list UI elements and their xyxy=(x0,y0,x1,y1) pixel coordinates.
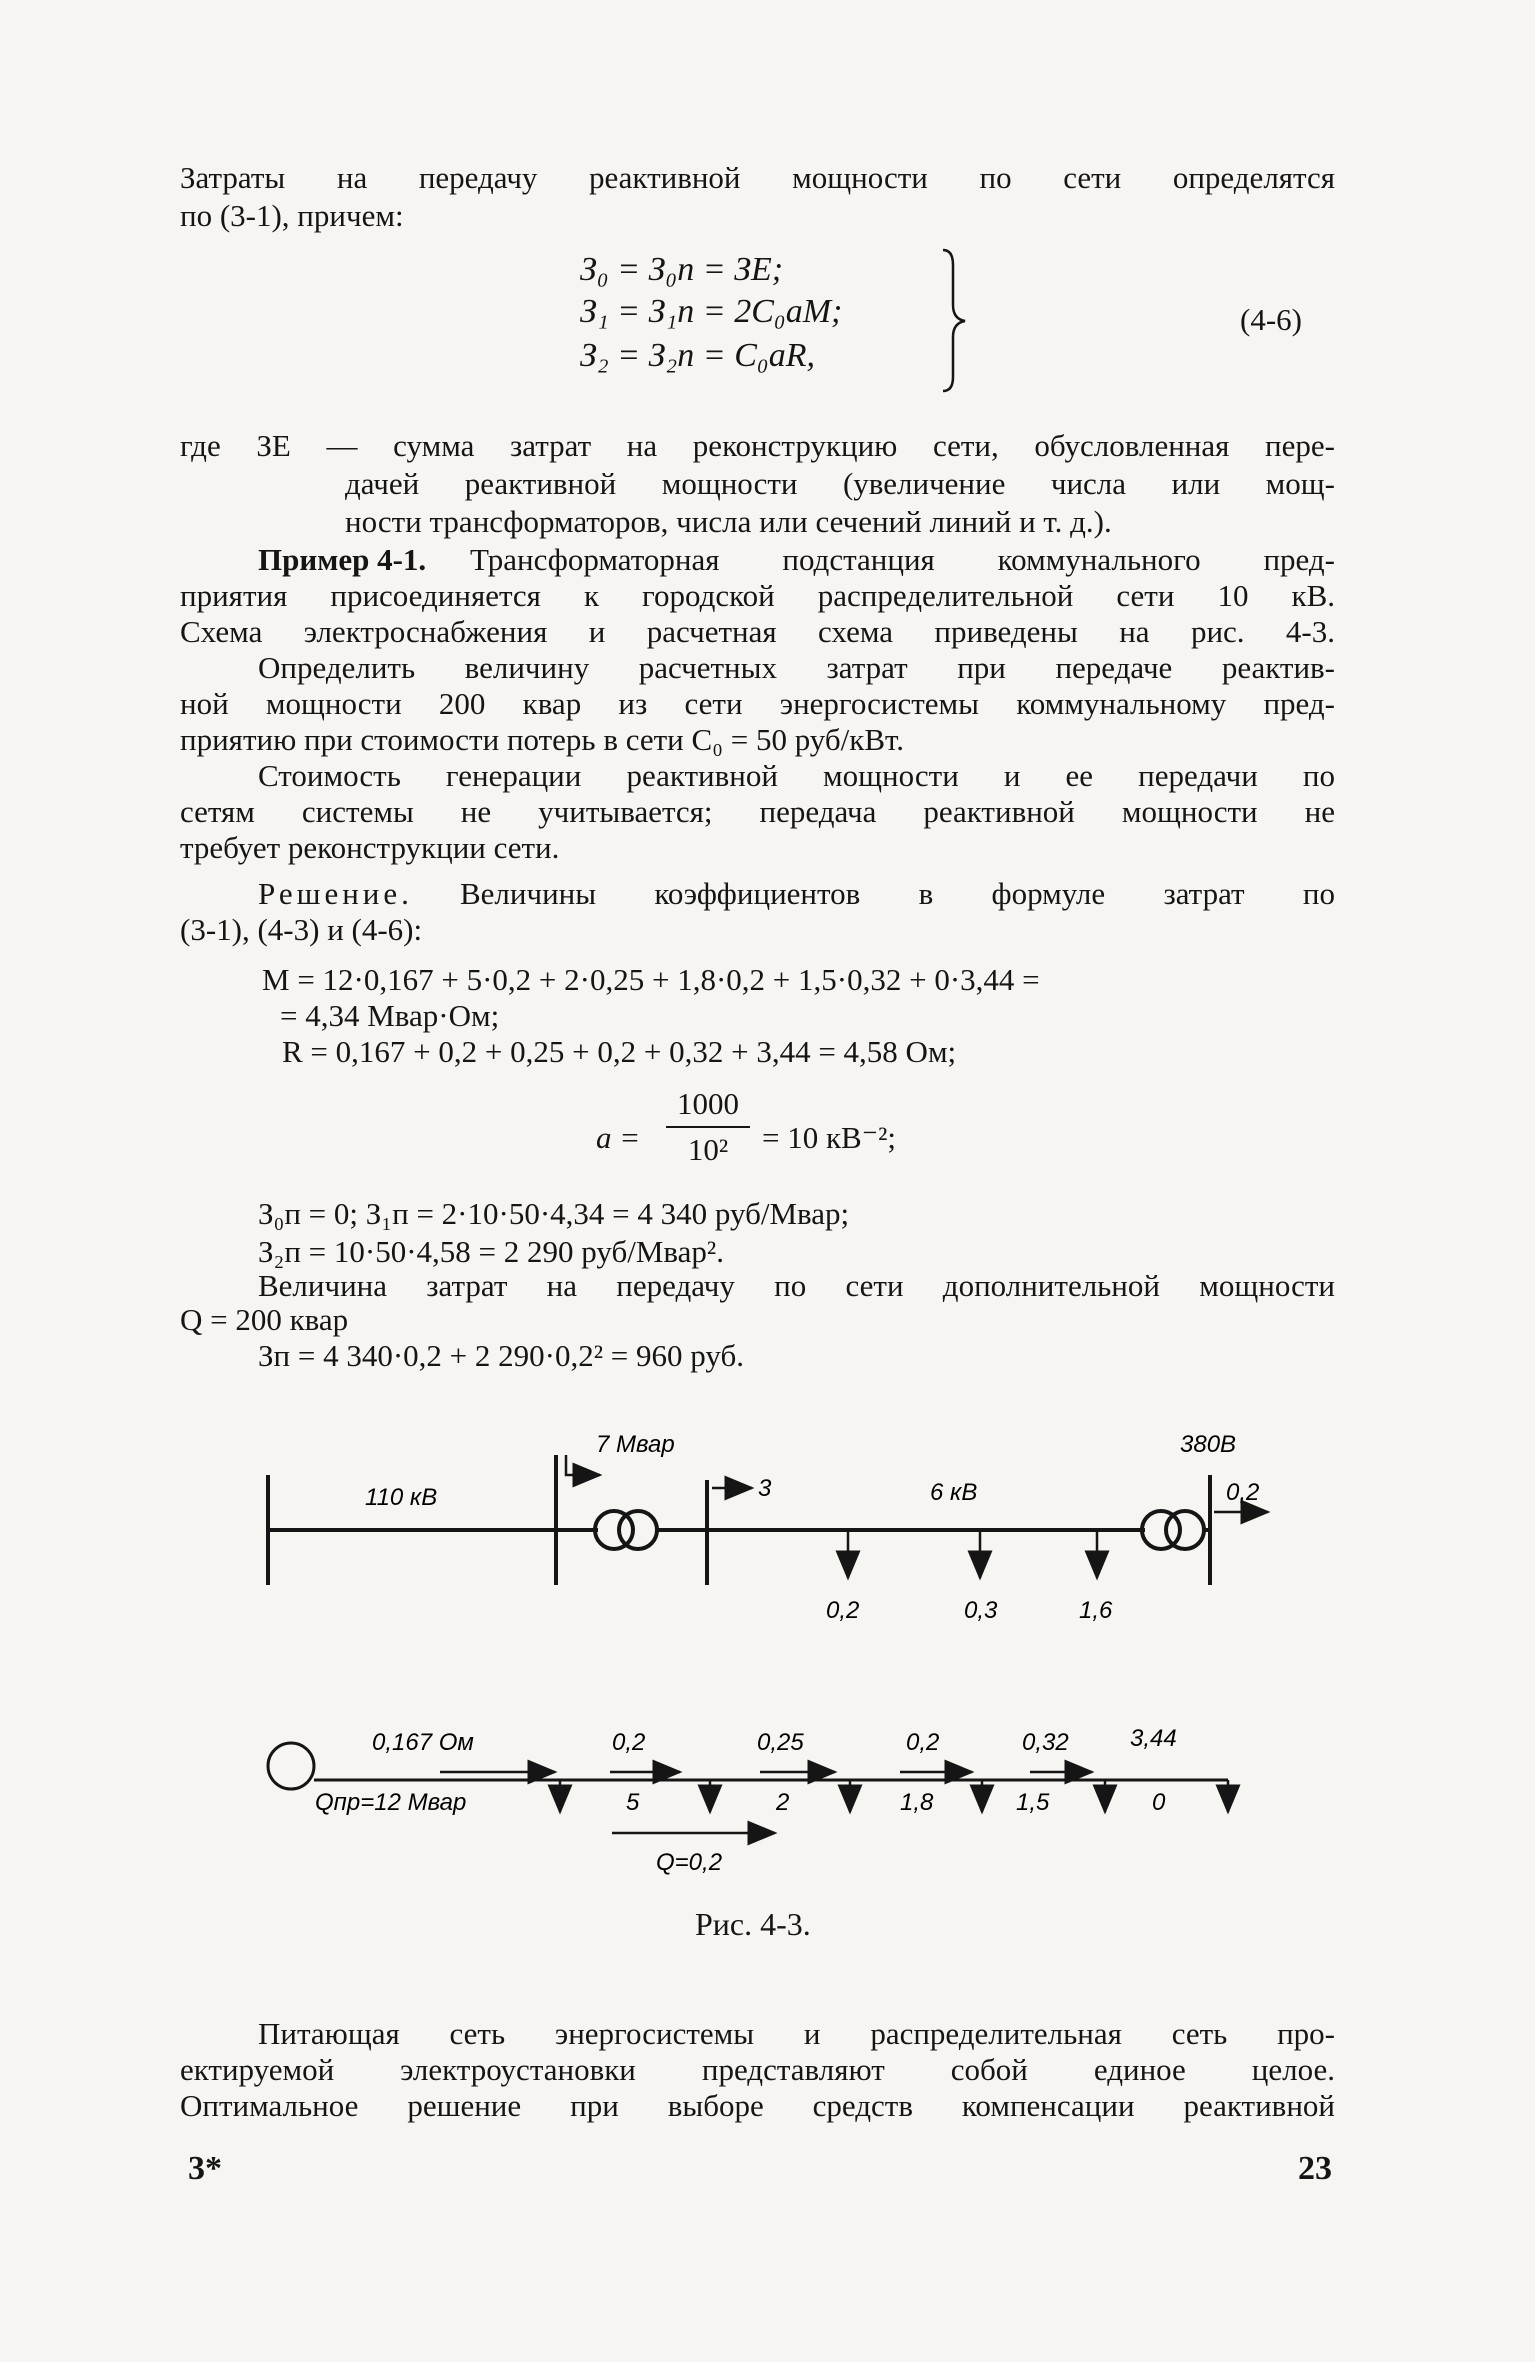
system-eq-0: З₀ = З₀п = ЗЕ; xyxy=(580,251,784,288)
example-line-1: Трансформаторная подстанция коммунального пред- xyxy=(470,542,1335,577)
label-flow-4: 1,5 xyxy=(1016,1789,1050,1816)
label-load-end: 0,2 xyxy=(1226,1479,1260,1506)
equation-number: (4-6) xyxy=(1240,302,1302,337)
label-resistance-5: 3,44 xyxy=(1130,1725,1177,1752)
example-line-2: приятия присоединяется к городской распределительной сети 10 кВ. xyxy=(180,578,1335,613)
label-flow-1: 5 xyxy=(626,1789,640,1816)
example-line-5: ной мощности 200 квар из сети энергосистемы коммунальному пред- xyxy=(180,686,1335,721)
label-resistance-2: 0,25 xyxy=(757,1729,804,1756)
formula-a-fraction-bar xyxy=(666,1126,750,1128)
example-line-6: приятию при стоимости потерь в сети C₀ = 50 руб/кВт. xyxy=(180,722,904,757)
solution-line-1: Величины коэффициентов в формуле затрат по xyxy=(460,876,1335,911)
label-7mvar: 7 Мвар xyxy=(596,1431,675,1458)
label-load-1: 0,2 xyxy=(826,1597,860,1624)
where-line-3: ности трансформаторов, числа или сечений линий и т. д.). xyxy=(345,504,1112,539)
label-380v: 380В xyxy=(1180,1431,1237,1458)
label-load-3: 1,6 xyxy=(1079,1597,1113,1624)
formula-z1: З₀п = 0; З₁п = 2·10·50·4,34 = 4 340 руб/Мвар; xyxy=(258,1196,850,1231)
label-flow-5: 0 xyxy=(1152,1789,1166,1816)
formula-a-denominator: 10² xyxy=(687,1132,729,1167)
transformer-1-winding-b xyxy=(619,1511,657,1549)
label-qpr: Qпр=12 Мвар xyxy=(315,1789,467,1816)
formula-a-left: a = xyxy=(596,1120,641,1155)
total-line-1: Величина затрат на передачу по сети дополнительной мощности xyxy=(258,1268,1335,1303)
figure-caption: Рис. 4-3. xyxy=(695,1906,811,1942)
closing-line-1: Питающая сеть энергосистемы и распределительная сеть про- xyxy=(258,2016,1335,2051)
system-eq-1: З₁ = З₁п = 2C₀aM; xyxy=(580,293,843,330)
arrow-7mvar xyxy=(566,1455,600,1475)
transformer-2-winding-b xyxy=(1166,1511,1204,1549)
closing-line-3: Оптимальное решение при выборе средств компенсации реактивной xyxy=(180,2088,1335,2123)
total-line-3: Зп = 4 340·0,2 + 2 290·0,2² = 960 руб. xyxy=(258,1338,744,1373)
formula-a-right: = 10 кВ⁻²; xyxy=(762,1120,896,1155)
intro-line-2: по (3-1), причем: xyxy=(180,198,404,233)
example-line-4: Определить величину расчетных затрат при передаче реактив- xyxy=(258,650,1335,685)
example-line-7: Стоимость генерации реактивной мощности и ее передачи по xyxy=(258,758,1335,793)
system-brace xyxy=(935,245,975,395)
supply-scheme-diagram xyxy=(0,1400,1535,1876)
intro-line-1: Затраты на передачу реактивной мощности по сети определятся xyxy=(180,160,1335,195)
label-6kv: 6 кВ xyxy=(930,1479,978,1506)
example-line-8: сетям системы не учитывается; передача реактивной мощности не xyxy=(180,794,1335,829)
example-line-3: Схема электроснабжения и расчетная схема приведены на рис. 4-3. xyxy=(180,614,1335,649)
label-q3: 3 xyxy=(758,1475,772,1502)
source-circle xyxy=(268,1743,314,1789)
formula-a-numerator: 1000 xyxy=(677,1086,739,1121)
example-label: Пример 4-1. xyxy=(258,542,427,577)
closing-line-2: ектируемой электроустановки представляют собой единое целое. xyxy=(180,2052,1335,2087)
solution-label: Решение. xyxy=(258,876,413,911)
label-110kv: 110 кВ xyxy=(365,1484,438,1511)
formula-m-line-1: M = 12·0,167 + 5·0,2 + 2·0,25 + 1,8·0,2 + 1,5·0,32 + 0·3,44 = xyxy=(262,962,1040,997)
label-flow-2: 2 xyxy=(776,1789,790,1816)
label-resistance-4: 0,32 xyxy=(1022,1729,1069,1756)
formula-m-line-2: = 4,34 Мвар·Ом; xyxy=(280,998,500,1033)
formula-z2: З₂п = 10·50·4,58 = 2 290 руб/Мвар². xyxy=(258,1234,724,1269)
where-line-1: где ЗЕ — сумма затрат на реконструкцию сети, обусловленная пере- xyxy=(180,428,1335,463)
where-line-2: дачей реактивной мощности (увеличение числа или мощ- xyxy=(345,466,1335,501)
solution-line-2: (3-1), (4-3) и (4-6): xyxy=(180,912,423,947)
label-resistance-3: 0,2 xyxy=(906,1729,940,1756)
system-eq-2: З₂ = З₂п = C₀aR, xyxy=(580,337,815,374)
total-line-2: Q = 200 квар xyxy=(180,1302,349,1337)
label-flow-3: 1,8 xyxy=(900,1789,934,1816)
signature-mark: 3* xyxy=(188,2150,222,2187)
label-r0: 0,167 Ом xyxy=(372,1729,474,1756)
page-number: 23 xyxy=(1298,2150,1332,2187)
example-line-9: требует реконструкции сети. xyxy=(180,830,560,865)
label-q: Q=0,2 xyxy=(656,1849,723,1876)
formula-r: R = 0,167 + 0,2 + 0,25 + 0,2 + 0,32 + 3,44 = 4,58 Ом; xyxy=(282,1034,957,1069)
label-load-2: 0,3 xyxy=(964,1597,998,1624)
label-resistance-1: 0,2 xyxy=(612,1729,646,1756)
